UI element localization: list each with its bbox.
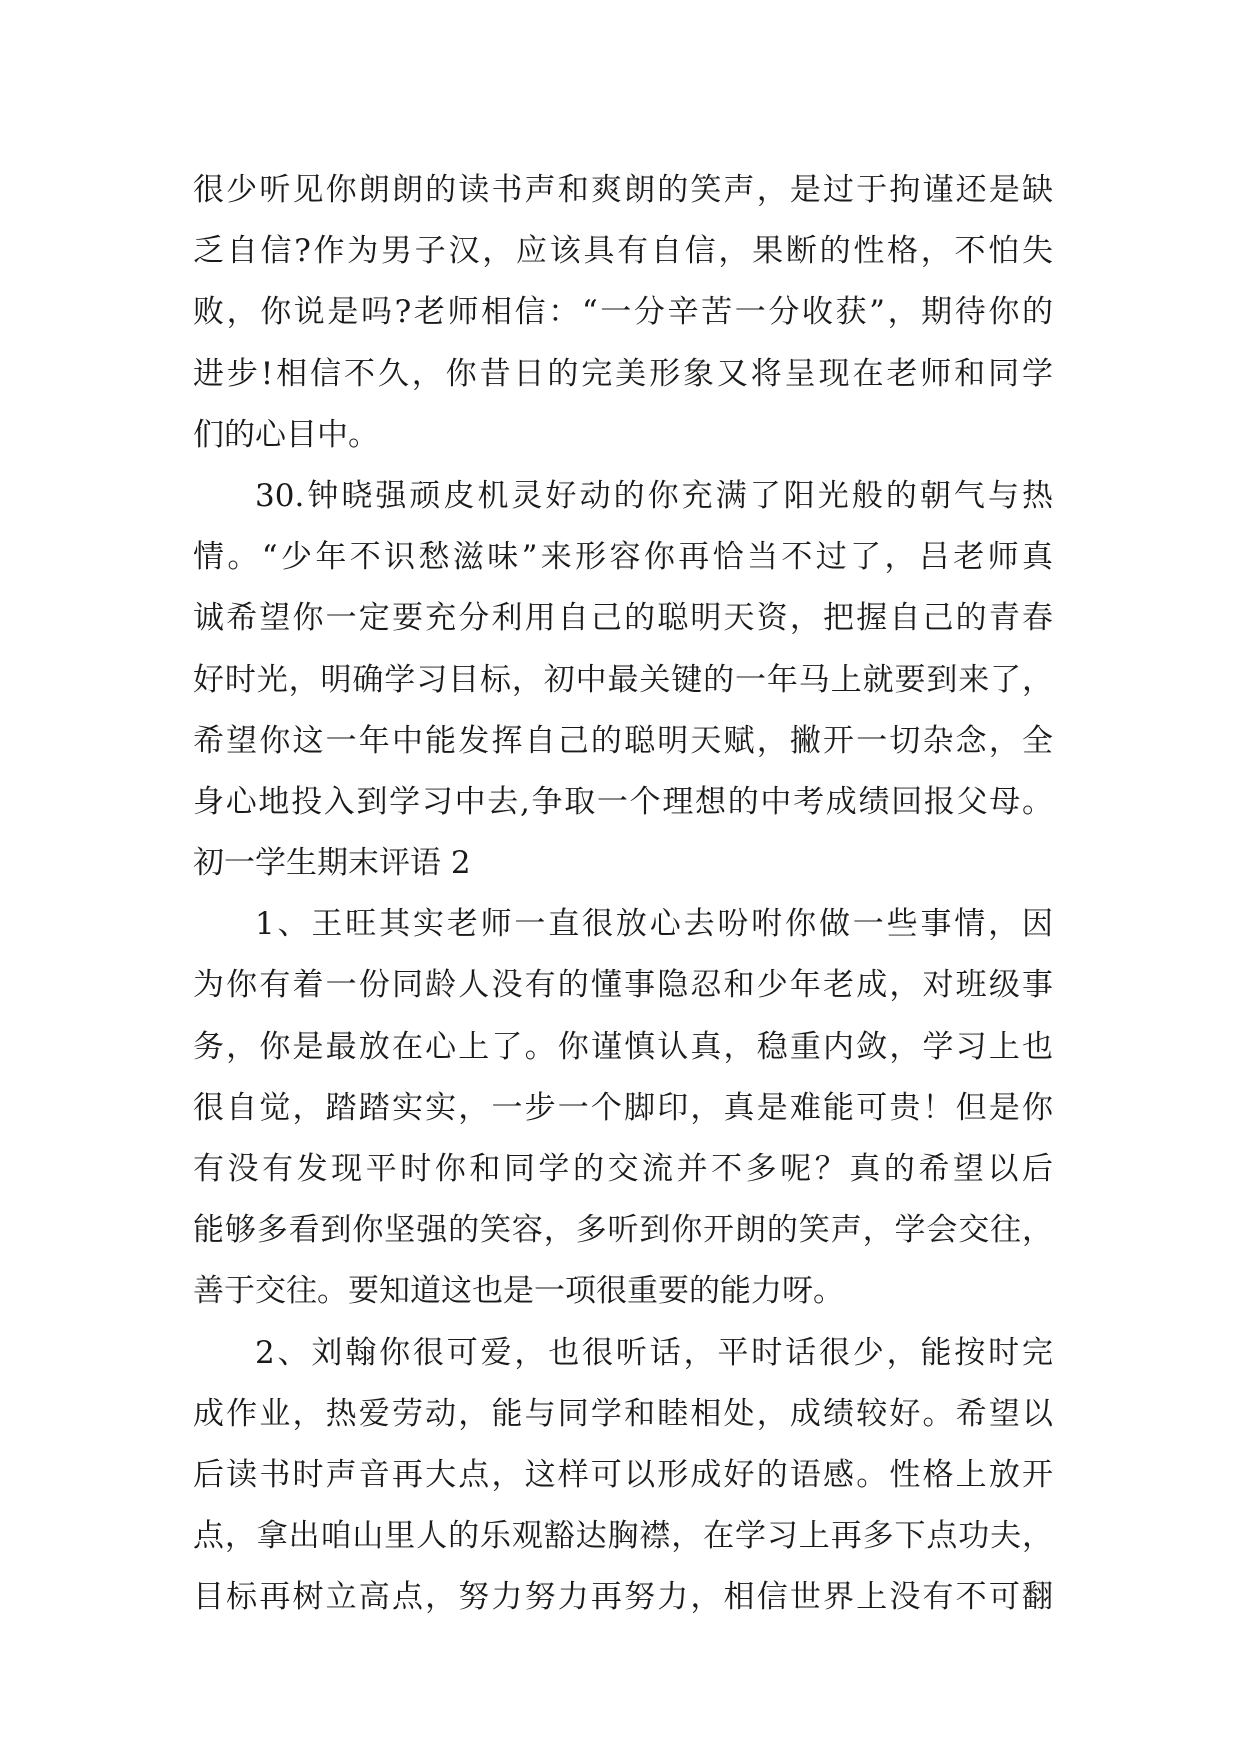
text-line: 成作业，热爱劳动，能与同学和睦相处，成绩较好。希望以: [193, 1395, 1053, 1432]
text-line: 初一学生期末评语 2: [193, 845, 471, 882]
text-line: 诚希望你一定要充分利用自己的聪明天资，把握自己的青春: [193, 600, 1053, 637]
text-line: 身心地投入到学习中去,争取一个理想的中考成绩回报父母。: [193, 783, 1053, 820]
text-line: 乏自信?作为男子汉，应该具有自信，果断的性格，不怕失: [193, 233, 1053, 270]
text-line: 有没有发现平时你和同学的交流并不多呢？真的希望以后: [193, 1151, 1053, 1187]
text-line: 务，你是最放在心上了。你谨慎认真，稳重内敛，学习上也: [193, 1028, 1053, 1065]
text-line: 目标再树立高点，努力努力再努力，相信世界上没有不可翻: [193, 1579, 1053, 1616]
text-line: 情。“少年不识愁滋味”来形容你再恰当不过了，吕老师真: [193, 539, 1053, 576]
text-line: 点，拿出咱山里人的乐观豁达胸襟，在学习上再多下点功夫，: [193, 1518, 1053, 1555]
text-line: 进步!相信不久，你昔日的完美形象又将呈现在老师和同学: [193, 355, 1053, 392]
text-line: 们的心目中。: [193, 416, 379, 453]
text-line: 2、刘翰你很可爱，也很听话，平时话很少，能按时完: [255, 1334, 1053, 1371]
document-body: [193, 160, 1053, 1629]
text-line: 很自觉，踏踏实实，一步一个脚印，真是难能可贵！但是你: [193, 1089, 1053, 1126]
text-line: 希望你这一年中能发挥自己的聪明天赋，撇开一切杂念，全: [193, 722, 1053, 759]
text-line: 为你有着一份同龄人没有的懂事隐忍和少年老成，对班级事: [193, 967, 1053, 1004]
text-line: 善于交往。要知道这也是一项很重要的能力呀。: [193, 1273, 844, 1310]
text-line: 败，你说是吗?老师相信：“一分辛苦一分收获”，期待你的: [193, 294, 1053, 331]
text-line: 能够多看到你坚强的笑容，多听到你开朗的笑声，学会交往，: [193, 1212, 1053, 1249]
text-line: 30.钟晓强顽皮机灵好动的你充满了阳光般的朝气与热: [255, 477, 1053, 514]
text-line: 后读书时声音再大点，这样可以形成好的语感。性格上放开: [193, 1456, 1053, 1493]
text-line: 很少听见你朗朗的读书声和爽朗的笑声，是过于拘谨还是缺: [193, 172, 1053, 208]
text-line: 1、王旺其实老师一直很放心去吩咐你做一些事情，因: [255, 906, 1053, 943]
text-line: 好时光，明确学习目标，初中最关键的一年马上就要到来了，: [193, 661, 1053, 698]
